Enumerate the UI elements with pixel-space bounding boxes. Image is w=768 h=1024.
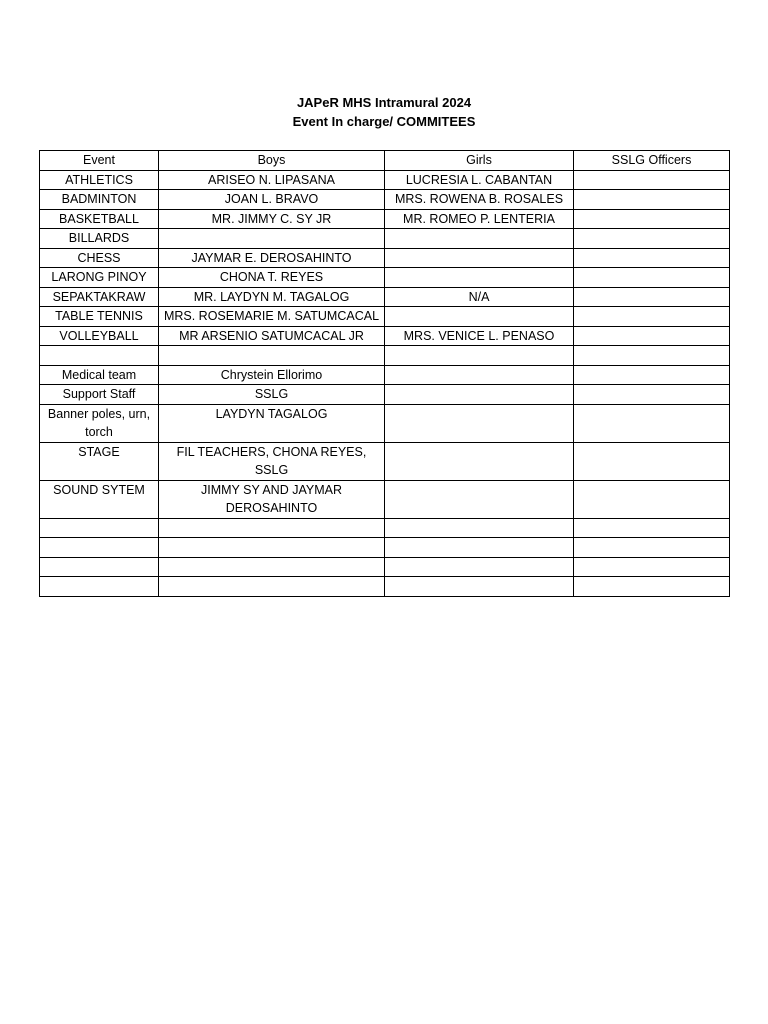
table-row (40, 229, 730, 249)
boys-cell: MR ARSENIO SATUMCACAL JR (159, 326, 385, 346)
boys-cell: MRS. ROSEMARIE M. SATUMCACAL (159, 307, 385, 327)
header-event: Event (40, 151, 159, 171)
sslg-officers-cell (574, 385, 730, 405)
boys-cell: MR. LAYDYN M. TAGALOG (159, 287, 385, 307)
boys-cell: ARISEO N. LIPASANA (159, 170, 385, 190)
table-row (40, 538, 730, 558)
event-cell: TABLE TENNIS (40, 307, 159, 327)
girls-cell (385, 268, 574, 288)
table-row (40, 577, 730, 597)
event-cell (40, 518, 159, 538)
sslg-officers-cell (574, 209, 730, 229)
girls-cell: MR. ROMEO P. LENTERIA (385, 209, 574, 229)
table-row (40, 518, 730, 538)
event-cell: Banner poles, urn, torch (40, 404, 159, 442)
boys-cell: Chrystein Ellorimo (159, 365, 385, 385)
girls-cell (385, 404, 574, 442)
table-row (40, 326, 730, 346)
girls-cell (385, 346, 574, 366)
title-line-1: JAPeR MHS Intramural 2024 (296, 95, 472, 110)
table-row (40, 190, 730, 210)
event-cell: STAGE (40, 442, 159, 480)
table-row (40, 385, 730, 405)
boys-cell: CHONA T. REYES (159, 268, 385, 288)
event-cell: BADMINTON (40, 190, 159, 210)
table-row (40, 442, 730, 480)
table-row (40, 307, 730, 327)
committee-table (39, 150, 730, 597)
sslg-officers-cell (574, 518, 730, 538)
girls-cell (385, 538, 574, 558)
table-row (40, 365, 730, 385)
sslg-officers-cell (574, 326, 730, 346)
boys-cell: SSLG (159, 385, 385, 405)
girls-cell (385, 385, 574, 405)
event-cell (40, 346, 159, 366)
boys-cell: JAYMAR E. DEROSAHINTO (159, 248, 385, 268)
boys-cell (159, 346, 385, 366)
girls-cell: MRS. VENICE L. PENASO (385, 326, 574, 346)
event-cell: ATHLETICS (40, 170, 159, 190)
girls-cell: LUCRESIA L. CABANTAN (385, 170, 574, 190)
table-row (40, 346, 730, 366)
event-cell: SEPAKTAKRAW (40, 287, 159, 307)
sslg-officers-cell (574, 307, 730, 327)
sslg-officers-cell (574, 170, 730, 190)
sslg-officers-cell (574, 577, 730, 597)
event-cell: BILLARDS (40, 229, 159, 249)
boys-cell (159, 577, 385, 597)
event-cell (40, 538, 159, 558)
girls-cell (385, 557, 574, 577)
girls-cell (385, 577, 574, 597)
sslg-officers-cell (574, 346, 730, 366)
sslg-officers-cell (574, 538, 730, 558)
sslg-officers-cell (574, 480, 730, 518)
boys-cell: JIMMY SY AND JAYMAR DEROSAHINTO (159, 480, 385, 518)
girls-cell: MRS. ROWENA B. ROSALES (385, 190, 574, 210)
table-row (40, 170, 730, 190)
table-row (40, 557, 730, 577)
event-cell: Support Staff (40, 385, 159, 405)
event-cell: Medical team (40, 365, 159, 385)
title-line-2: Event In charge/ COMMITEES (292, 114, 476, 129)
table-row (40, 268, 730, 288)
header-girls: Girls (385, 151, 574, 171)
boys-cell: LAYDYN TAGALOG (159, 404, 385, 442)
document-title (0, 93, 768, 131)
sslg-officers-cell (574, 287, 730, 307)
boys-cell (159, 229, 385, 249)
girls-cell (385, 442, 574, 480)
girls-cell (385, 307, 574, 327)
table-row (40, 287, 730, 307)
event-cell: VOLLEYBALL (40, 326, 159, 346)
table-row (40, 209, 730, 229)
boys-cell: MR. JIMMY C. SY JR (159, 209, 385, 229)
event-cell (40, 557, 159, 577)
boys-cell (159, 518, 385, 538)
header-row (40, 151, 730, 171)
sslg-officers-cell (574, 404, 730, 442)
table-row (40, 404, 730, 442)
sslg-officers-cell (574, 365, 730, 385)
header-boys: Boys (159, 151, 385, 171)
sslg-officers-cell (574, 248, 730, 268)
event-cell: SOUND SYTEM (40, 480, 159, 518)
sslg-officers-cell (574, 557, 730, 577)
event-cell: LARONG PINOY (40, 268, 159, 288)
sslg-officers-cell (574, 229, 730, 249)
sslg-officers-cell (574, 268, 730, 288)
event-cell (40, 577, 159, 597)
girls-cell (385, 248, 574, 268)
table-row (40, 480, 730, 518)
table-row (40, 248, 730, 268)
boys-cell: JOAN L. BRAVO (159, 190, 385, 210)
boys-cell (159, 557, 385, 577)
table-body (40, 170, 730, 596)
sslg-officers-cell (574, 442, 730, 480)
event-cell: BASKETBALL (40, 209, 159, 229)
boys-cell (159, 538, 385, 558)
girls-cell (385, 229, 574, 249)
girls-cell (385, 480, 574, 518)
girls-cell (385, 518, 574, 538)
header-sslg-officers: SSLG Officers (574, 151, 730, 171)
girls-cell: N/A (385, 287, 574, 307)
sslg-officers-cell (574, 190, 730, 210)
boys-cell: FIL TEACHERS, CHONA REYES, SSLG (159, 442, 385, 480)
event-cell: CHESS (40, 248, 159, 268)
girls-cell (385, 365, 574, 385)
